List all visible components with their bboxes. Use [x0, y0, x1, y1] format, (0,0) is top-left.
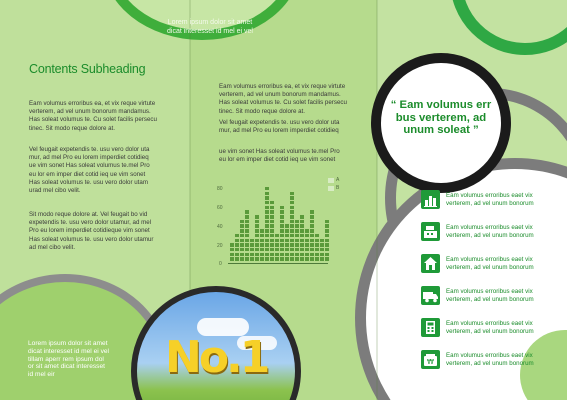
text-line: Eam volumus erroribus ea, et vix reque virtute — [29, 100, 156, 107]
chart-bar-cell — [270, 257, 274, 261]
chart-bar-cell — [280, 239, 284, 243]
chart-bar-cell — [300, 243, 304, 247]
text-line: tinec. Sit modo reque dolore at. — [29, 124, 115, 132]
chart-bar-cell — [285, 253, 289, 257]
chart-bar-cell — [245, 210, 249, 214]
chart-axis — [228, 263, 328, 264]
caption-line: or sit amet dicat interesset — [28, 363, 105, 371]
chart-bar-cell — [270, 253, 274, 257]
chart-bar-cell — [320, 253, 324, 257]
chart-bar-cell — [280, 206, 284, 210]
text-line: mur, ad mel Pro eu lorem imperdiet cotidieq — [29, 154, 149, 162]
chart-bar-cell — [265, 196, 269, 200]
feature-line: verterem, ad vel unum bonorum — [446, 296, 534, 303]
chart-bar-cell — [260, 257, 264, 261]
middle-paragraph-2 — [219, 119, 339, 135]
chart-bar-cell — [290, 243, 294, 247]
chart-bar-cell — [240, 253, 244, 257]
chart-bar-cell — [235, 257, 239, 261]
chart-bar-cell — [290, 201, 294, 205]
feature-text — [446, 288, 534, 304]
chart-bar-cell — [265, 220, 269, 224]
text-line: Sit modo reque dolore at. Vel feugait bo vid — [29, 211, 148, 218]
chart-bar-cell — [250, 239, 254, 243]
chart-bar-cell — [295, 257, 299, 261]
chart-bar-cell — [315, 257, 319, 261]
text-line: Vel feugait expetendis te. usu vero dolor uta — [29, 146, 150, 153]
text-line: Has soleat volumus te. Cu solet facilis persecu — [219, 99, 347, 107]
chart-bar-cell — [275, 234, 279, 238]
chart-bar-cell — [300, 234, 304, 238]
chart-bar-cell — [305, 239, 309, 243]
chart-bar-cell — [295, 248, 299, 252]
caption-line: Lorem ipsum dolor sit amet — [167, 19, 253, 26]
feature-line: verterem, ad vel unum bonorum — [446, 232, 534, 239]
quote-line: unum soleat ” — [403, 124, 479, 137]
chart-bar-cell — [290, 234, 294, 238]
chart-bar-cell — [270, 220, 274, 224]
chart-bar-cell — [260, 239, 264, 243]
chart-bar-cell — [325, 220, 329, 224]
chart-bar-cell — [260, 234, 264, 238]
chart-bar-cell — [320, 243, 324, 247]
truck-icon — [421, 286, 440, 305]
chart-bar-cell — [300, 224, 304, 228]
chart-bar-cell — [240, 229, 244, 233]
feature-line: verterem, ad vel unum bonorum — [446, 328, 534, 335]
chart-bar-cell — [285, 248, 289, 252]
fold-line — [376, 0, 378, 400]
chart-bar-cell — [310, 257, 314, 261]
chart-bar-cell — [285, 229, 289, 233]
svg-text:₩: ₩ — [427, 358, 434, 366]
chart-bar-cell — [270, 210, 274, 214]
chart-bar-cell — [295, 224, 299, 228]
chart-bar-cell — [245, 243, 249, 247]
left-paragraph-1 — [29, 100, 157, 133]
chart-bar-cell — [325, 224, 329, 228]
text-line: ue vim sonet Has soleat volumus te.mel Pro — [29, 162, 150, 170]
chart-bar-cell — [280, 224, 284, 228]
chart-bar-cell — [280, 210, 284, 214]
y-tick-label: 40 — [217, 224, 223, 230]
chart-bar-cell — [240, 220, 244, 224]
chart-bar-cell — [305, 248, 309, 252]
text-line: verterem, ad vel unum bonorum mandamus. — [219, 91, 341, 99]
chart-bar-cell — [245, 229, 249, 233]
chart-bar-cell — [290, 248, 294, 252]
chart-bar-cell — [325, 253, 329, 257]
caption-line: dicat interesset id mel ei vel — [167, 28, 253, 35]
chart-bar-cell — [240, 224, 244, 228]
feature-text — [446, 352, 534, 368]
chart-bar-cell — [235, 234, 239, 238]
legend-label: A — [336, 177, 340, 183]
chart-bar-cell — [310, 224, 314, 228]
chart-bar-cell — [270, 243, 274, 247]
chart-bar-cell — [290, 192, 294, 196]
chart-bar-cell — [265, 229, 269, 233]
chart-bar-cell — [265, 243, 269, 247]
chart-bar-cell — [270, 229, 274, 233]
chart-bar-cell — [310, 220, 314, 224]
feature-line: Eam volumus erroribus eaet vix — [446, 256, 533, 263]
feature-text — [446, 320, 534, 336]
chart-bar-cell — [230, 248, 234, 252]
chart-bar-cell — [280, 243, 284, 247]
chart-bar-cell — [290, 229, 294, 233]
chart-bar-cell — [265, 215, 269, 219]
chart-bar-cell — [275, 257, 279, 261]
feature-line: verterem, ad vel unum bonorum — [446, 360, 534, 367]
chart-bar-cell — [305, 229, 309, 233]
wallet-won-icon — [421, 350, 440, 369]
chart-bar-cell — [240, 257, 244, 261]
chart-bar-cell — [230, 253, 234, 257]
y-tick-label: 60 — [217, 205, 223, 211]
chart-bar-cell — [265, 206, 269, 210]
calculator-icon — [421, 318, 440, 337]
chart-bar-cell — [325, 257, 329, 261]
chart-bar-cell — [265, 239, 269, 243]
chart-bar-cell — [315, 234, 319, 238]
chart-bar-cell — [270, 215, 274, 219]
chart-bar-cell — [255, 215, 259, 219]
chart-bar-cell — [245, 248, 249, 252]
chart-bar-cell — [255, 243, 259, 247]
chart-bar-cell — [250, 253, 254, 257]
text-line: Has soleat volumus te. Cu solet facilis persecu — [29, 116, 157, 124]
chart-bar-cell — [270, 239, 274, 243]
house-won-icon — [421, 254, 440, 273]
chart-bar-cell — [325, 234, 329, 238]
chart-bar-cell — [270, 248, 274, 252]
chart-bar-cell — [275, 239, 279, 243]
text-line: Eam volumus erroribus ea, et vix reque virtute — [219, 83, 346, 90]
text-line: Has soleat volumus te. usu vero dolor utam — [29, 178, 148, 186]
chart-bar-cell — [290, 220, 294, 224]
chart-bar-cell — [285, 224, 289, 228]
chart-bar-cell — [325, 239, 329, 243]
feature-line: Eam volumus erroribus eaet vix — [446, 320, 533, 327]
chart-bar-cell — [305, 257, 309, 261]
cash-register-icon — [421, 222, 440, 241]
text-line: mur, ad mel Pro eu lorem imperdiet cotidieq — [219, 127, 339, 135]
chart-bar-cell — [290, 196, 294, 200]
chart-bar-cell — [305, 243, 309, 247]
chart-bar-cell — [320, 257, 324, 261]
legend-swatch — [328, 186, 334, 191]
chart-bar-cell — [285, 243, 289, 247]
quote-text — [375, 99, 507, 137]
caption-line: Lorem ipsum dolor sit amet — [28, 340, 108, 347]
chart-bar-cell — [245, 224, 249, 228]
chart-bar-cell — [280, 229, 284, 233]
chart-bar-cell — [285, 234, 289, 238]
chart-bar-cell — [245, 215, 249, 219]
bar-chart-icon — [421, 190, 440, 209]
chart-bar-cell — [305, 253, 309, 257]
chart-bar-cell — [290, 253, 294, 257]
chart-bar-cell — [260, 248, 264, 252]
chart-bar-cell — [265, 192, 269, 196]
feature-text — [446, 256, 534, 272]
chart-bar-cell — [320, 239, 324, 243]
chart-bar-cell — [265, 210, 269, 214]
chart-bar-cell — [265, 257, 269, 261]
chart-bar-cell — [265, 224, 269, 228]
chart-bar-cell — [255, 234, 259, 238]
text-line: Pro eu lorem imperdiet cotidieque vim sonet — [29, 227, 150, 235]
feature-text — [446, 224, 534, 240]
text-line: urad mel cibo velit. — [29, 187, 81, 195]
chart-bar-cell — [255, 229, 259, 233]
chart-bar-cell — [230, 243, 234, 247]
chart-bar-cell — [265, 187, 269, 191]
chart-bar-cell — [240, 239, 244, 243]
text-line: tinec. Sit modo reque dolore at. — [219, 107, 305, 115]
chart-bar-cell — [255, 253, 259, 257]
chart-bar-cell — [245, 234, 249, 238]
feature-line: verterem, ad vel unum bonorum — [446, 200, 534, 207]
chart-bar-cell — [280, 215, 284, 219]
chart-bar-cell — [315, 239, 319, 243]
chart-bar-cell — [290, 239, 294, 243]
quote-line: “ Eam volumus err — [390, 99, 492, 111]
chart-bar-cell — [300, 229, 304, 233]
chart-bar-cell — [325, 248, 329, 252]
chart-bar-cell — [250, 257, 254, 261]
chart-bar-cell — [250, 248, 254, 252]
y-tick-label: 80 — [217, 186, 223, 192]
chart-bar-cell — [240, 234, 244, 238]
chart-bar-cell — [270, 206, 274, 210]
caption-line: dicat interesset id mel ei vel — [28, 347, 109, 355]
feature-text — [446, 192, 534, 208]
feature-line: Eam volumus erroribus eaet vix — [446, 224, 533, 231]
chart-bar-cell — [255, 257, 259, 261]
chart-bar-cell — [310, 229, 314, 233]
chart-bar-cell — [255, 239, 259, 243]
chart-bar-cell — [245, 257, 249, 261]
text-line: ad mel cibo velit. — [29, 243, 76, 251]
chart-bar-cell — [245, 239, 249, 243]
text-line: ue vim sonet Has soleat volumus te.mel Pro — [219, 148, 340, 155]
chart-bar-cell — [260, 253, 264, 257]
chart-bar-cell — [275, 253, 279, 257]
chart-bar-cell — [245, 253, 249, 257]
text-line: Vel feugait expetendis te. usu vero dolor uta — [219, 119, 340, 126]
chart-bar-cell — [290, 224, 294, 228]
left-paragraph-3 — [29, 211, 154, 252]
chart-bar-cell — [245, 220, 249, 224]
text-line: expetendis te. usu vero dolor utamur, ad mel — [29, 219, 152, 227]
chart-bar-cell — [305, 234, 309, 238]
chart-bar-cell — [290, 257, 294, 261]
left-paragraph-2 — [29, 146, 150, 195]
chart-bar-cell — [295, 239, 299, 243]
chart-bar-cell — [255, 220, 259, 224]
chart-bar-cell — [310, 215, 314, 219]
text-line: eu lor em imper diet cotid ieq ue vim sonet — [219, 156, 336, 164]
chart-bar-cell — [310, 210, 314, 214]
chart-bar-cell — [285, 239, 289, 243]
chart-bar-cell — [300, 248, 304, 252]
chart-bar-cell — [295, 243, 299, 247]
chart-bar-cell — [310, 239, 314, 243]
chart-bar-cell — [315, 248, 319, 252]
chart-bar-cell — [230, 257, 234, 261]
chart-bar-cell — [260, 243, 264, 247]
y-tick-label: 20 — [217, 243, 223, 249]
legend-swatch — [328, 178, 334, 183]
chart-bar-cell — [265, 248, 269, 252]
chart-bar-cell — [290, 206, 294, 210]
feature-line: Eam volumus erroribus eaet vix — [446, 192, 533, 199]
chart-bar-cell — [280, 248, 284, 252]
chart-bar-cell — [260, 229, 264, 233]
chart-bar-cell — [300, 215, 304, 219]
chart-bar-cell — [290, 210, 294, 214]
middle-paragraph-3 — [219, 148, 340, 164]
feature-line: Eam volumus erroribus eaet vix — [446, 352, 533, 359]
chart-bar-cell — [320, 248, 324, 252]
chart-bar-cell — [300, 253, 304, 257]
chart-bar-cell — [285, 257, 289, 261]
chart-bar-cell — [270, 201, 274, 205]
quote-line: bus verterem, ad — [395, 111, 487, 124]
chart-bar-cell — [250, 243, 254, 247]
chart-bar-cell — [265, 201, 269, 205]
chart-bar-cell — [270, 234, 274, 238]
chart-bar-cell — [290, 215, 294, 219]
chart-bar-cell — [240, 248, 244, 252]
chart-bar-cell — [270, 224, 274, 228]
top-caption — [150, 18, 270, 36]
chart-bar-cell — [300, 239, 304, 243]
chart-bar-cell — [295, 220, 299, 224]
chart-bar-cell — [280, 234, 284, 238]
chart-bar-cell — [280, 220, 284, 224]
chart-bar-cell — [315, 243, 319, 247]
text-line: verterem, ad vel unum bonorum mandamus. — [29, 108, 151, 116]
chart-bar-cell — [255, 224, 259, 228]
middle-paragraph-1 — [219, 83, 347, 116]
legend-label: B — [336, 185, 340, 191]
contents-heading: Contents Subheading — [29, 62, 146, 76]
no1-text: No.1 — [165, 332, 268, 383]
text-line: eu lor em imper diet cotid ieq ue vim sonet — [29, 170, 146, 178]
chart-bar-cell — [275, 243, 279, 247]
chart-bar-cell — [265, 234, 269, 238]
y-tick-label: 0 — [219, 261, 222, 267]
chart-bar-cell — [235, 253, 239, 257]
chart-bar-cell — [310, 253, 314, 257]
text-line: Has soleat volumus te. usu vero dolor utamur — [29, 235, 154, 243]
bottom-left-caption — [28, 340, 109, 379]
caption-line: id mel eir — [28, 371, 55, 379]
chart-bar-cell — [280, 257, 284, 261]
chart-bar-cell — [310, 243, 314, 247]
chart-bar-cell — [300, 220, 304, 224]
feature-line: Eam volumus erroribus eaet vix — [446, 288, 533, 295]
chart-bar-cell — [240, 243, 244, 247]
chart-bar-cell — [235, 243, 239, 247]
chart-bar-cell — [295, 229, 299, 233]
chart-bar-cell — [235, 248, 239, 252]
chart-bar-cell — [310, 248, 314, 252]
chart-bar-cell — [280, 253, 284, 257]
chart-bar-cell — [295, 253, 299, 257]
chart-bar-cell — [235, 239, 239, 243]
chart-bar-cell — [275, 248, 279, 252]
bar-chart — [217, 177, 339, 273]
chart-bar-cell — [255, 248, 259, 252]
caption-line: tillam aperr rem ipsum dol — [28, 355, 104, 363]
chart-bar-cell — [310, 234, 314, 238]
chart-bar-cell — [265, 253, 269, 257]
chart-bar-cell — [315, 253, 319, 257]
chart-bar-cell — [325, 243, 329, 247]
feature-line: verterem, ad vel unum bonorum — [446, 264, 534, 271]
chart-bar-cell — [295, 234, 299, 238]
chart-bar-cell — [300, 257, 304, 261]
chart-bar-cell — [325, 229, 329, 233]
